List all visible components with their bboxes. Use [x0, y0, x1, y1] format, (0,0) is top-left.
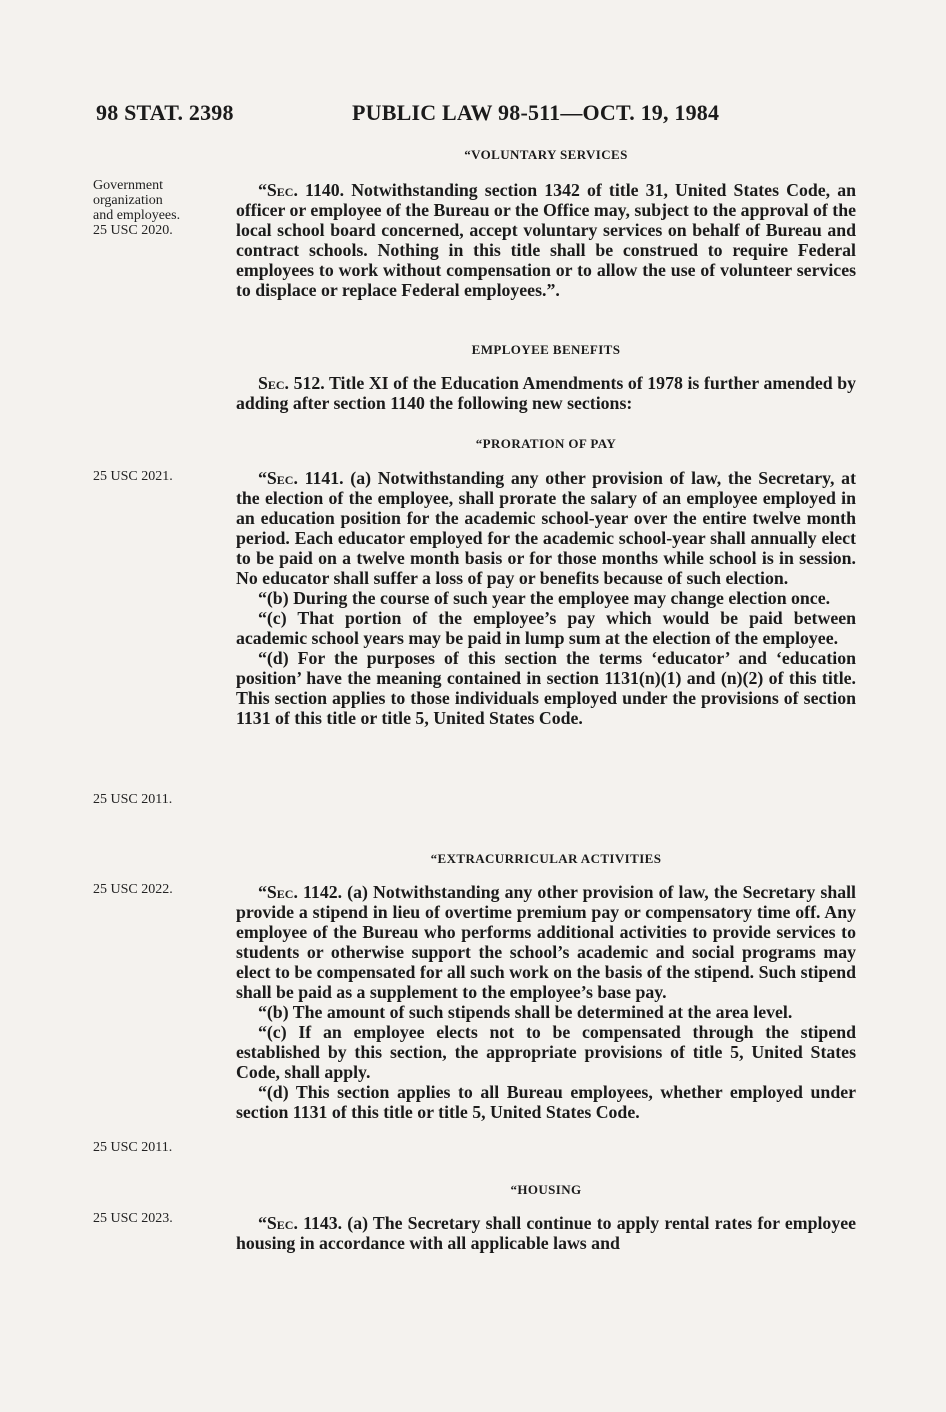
margin-note-line: organization — [93, 193, 163, 208]
section-label: “Sec. — [258, 180, 298, 200]
heading-proration-of-pay: “PRORATION OF PAY — [475, 436, 617, 451]
section-1142-block — [236, 882, 856, 1122]
section-label: “Sec. — [258, 1213, 298, 1233]
margin-note-government — [93, 178, 180, 238]
section-512-paragraph — [236, 373, 856, 413]
heading-extracurricular-activities: “EXTRACURRICULAR ACTIVITIES — [430, 851, 662, 866]
section-1140-paragraph — [236, 180, 856, 300]
heading-employee-benefits: EMPLOYEE BENEFITS — [471, 342, 621, 357]
margin-note-2023: 25 USC 2023. — [93, 1211, 173, 1226]
section-1140-block — [236, 180, 856, 300]
margin-note-2022: 25 USC 2022. — [93, 882, 173, 897]
section-1142a-paragraph — [236, 882, 856, 1002]
section-text: 1142. (a) Notwithstanding any other provision of law, the Secretary shall provide a stipend in lieu of overtime premium pay or compensatory time off. Any employee of the Bureau who performs additional activities to provide services to students or otherwise support the school’s academic and social programs may elect to be compensated for all such work on the basis of the stipend. Such stipend shall be paid as a supplement to the employee’s base pay. — [236, 882, 856, 1002]
section-text: 1141. (a) Notwithstanding any other provision of law, the Secretary, at the election of the employee, shall prorate the salary of an employee employed in an education position for the academic school-year over the entire twelve month period. Each educator employed for the academic school-year shall annually elect to be paid on a twelve month basis or for those months while school is in session. No educator shall suffer a loss of pay or benefits because of such election. — [236, 468, 856, 588]
section-1142c-paragraph: “(c) If an employee elects not to be compensated through the stipend established by this section, the appropriate provisions of title 5, United States Code, shall apply. — [236, 1022, 856, 1082]
section-1142b-paragraph: “(b) The amount of such stipends shall be determined at the area level. — [258, 1002, 793, 1022]
section-label: Sec. — [258, 373, 290, 393]
section-1142d-paragraph: “(d) This section applies to all Bureau employees, whether employed under section 1131 of this title or title 5, United States Code. — [236, 1082, 856, 1122]
section-text: 512. Title XI of the Education Amendments of 1978 is further amended by adding after section 1140 the following new sections: — [236, 373, 856, 413]
section-label: “Sec. — [258, 882, 298, 902]
margin-note-2021: 25 USC 2021. — [93, 469, 173, 484]
margin-note-line: 25 USC 2020. — [93, 223, 173, 238]
section-text: 1143. (a) The Secretary shall continue to apply rental rates for employee housing in accordance with all applicable laws and — [236, 1213, 856, 1253]
section-1141-block — [236, 468, 856, 728]
section-text: 1140. Notwithstanding section 1342 of title 31, United States Code, an officer or employee of the Bureau or the Office may, subject to the approval of the local school board concerned, accept voluntary services on behalf of Bureau and contract schools. Nothing in this title shall be construed to require Federal employees to work without compensation or to allow the use of volunteer services to displace or replace Federal employees.”. — [236, 180, 856, 300]
section-1141b-paragraph: “(b) During the course of such year the employee may change election once. — [258, 588, 831, 608]
margin-note-line: Government — [93, 178, 163, 193]
margin-note-line: and employees. — [93, 208, 181, 223]
stat-page-number: 98 STAT. 2398 — [96, 100, 234, 125]
section-1143-block — [236, 1213, 856, 1253]
margin-note-2011-b: 25 USC 2011. — [93, 1140, 173, 1155]
section-1141d-paragraph: “(d) For the purposes of this section the terms ‘educator’ and ‘education position’ have the meaning contained in section 1131(n)(1) and (n)(2) of this title. This section applies to those individuals employed under the provisions of section 1131 of this title or title 5, United States Code. — [236, 648, 856, 728]
section-label: “Sec. — [258, 468, 298, 488]
section-512-block — [236, 373, 856, 413]
heading-housing: “HOUSING — [510, 1182, 582, 1197]
section-1141c-paragraph: “(c) That portion of the employee’s pay which would be paid between academic school years may be paid in lump sum at the election of the employee. — [236, 608, 856, 648]
heading-voluntary-services: “VOLUNTARY SERVICES — [464, 147, 628, 162]
section-1143a-paragraph — [236, 1213, 856, 1253]
section-1141a-paragraph — [236, 468, 856, 588]
public-law-title: PUBLIC LAW 98-511—OCT. 19, 1984 — [352, 100, 720, 125]
margin-note-2011-a: 25 USC 2011. — [93, 792, 173, 807]
